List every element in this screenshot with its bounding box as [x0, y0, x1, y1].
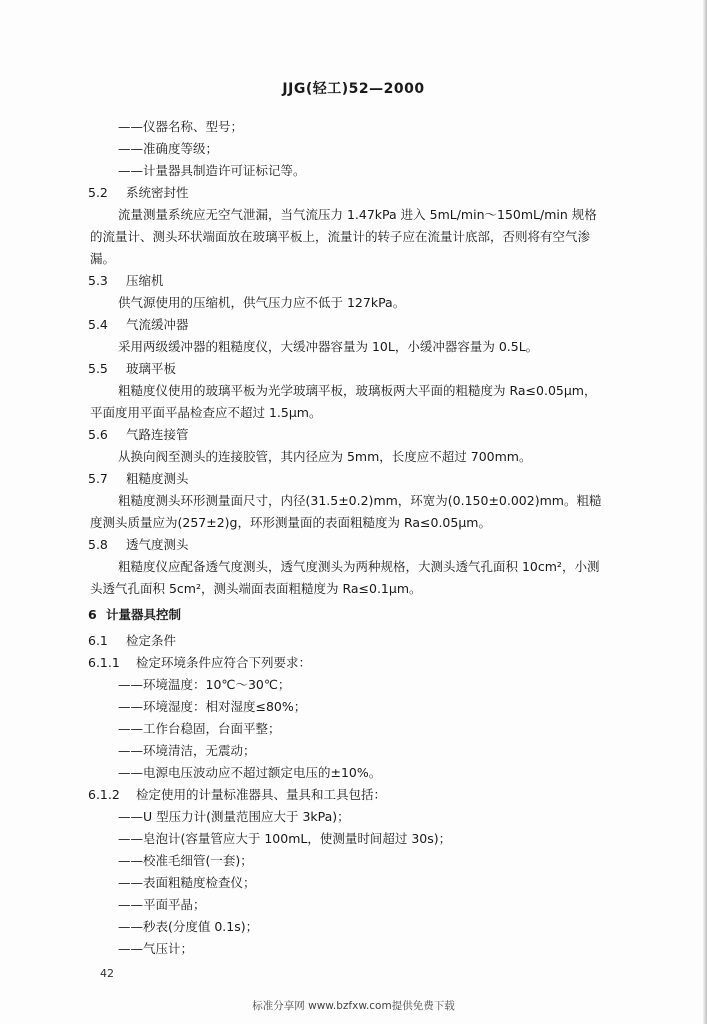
paragraph-line: 供气源使用的压缩机，供气压力应不低于 127kPa。 — [118, 295, 406, 310]
list-item: ——环境湿度：相对湿度≤80%； — [118, 699, 307, 714]
list-item: ——气压计； — [118, 941, 194, 956]
list-item: ——电源电压波动应不超过额定电压的±10%。 — [118, 765, 382, 780]
list-item: ——U 型压力计(测量范围应大于 3kPa)； — [118, 809, 350, 824]
paragraph-line: 粗糙度测头环形测量面尺寸，内径(31.5±0.2)mm，环宽为(0.150±0.002)mm。粗糙 — [118, 493, 602, 508]
paragraph-line: 粗糙度仪应配备透气度测头，透气度测头为两种规格，大测头透气孔面积 10cm²，小测 — [118, 559, 600, 574]
section-heading-5-4 — [88, 316, 189, 334]
section-title: 粗糙度测头 — [126, 471, 189, 486]
list-item: ——环境温度：10℃～30℃； — [118, 677, 291, 692]
paragraph-line: 的流量计、测头环状端面放在玻璃平板上，流量计的转子应在流量计底部，否则将有空气渗 — [90, 229, 591, 244]
section-number: 6.1 — [88, 633, 108, 648]
section-title: 气路连接管 — [126, 427, 189, 442]
paragraph-line: 平面度用平面平晶检查应不超过 1.5μm。 — [90, 405, 322, 420]
section-heading-6-1-2 — [88, 786, 386, 804]
list-item: ——工作台稳固，台面平整； — [118, 721, 281, 736]
section-title: 气流缓冲器 — [126, 317, 189, 332]
section-heading-5-7 — [88, 470, 189, 488]
paragraph-line: 头透气孔面积 5cm²，测头端面表面粗糙度为 Ra≤0.1μm。 — [90, 581, 422, 596]
paragraph-line: 流量测量系统应无空气泄漏，当气流压力 1.47kPa 进入 5mL/min～150mL/min 规格 — [118, 207, 597, 222]
paragraph-line: 漏。 — [90, 251, 116, 266]
section-heading-5-6 — [88, 426, 189, 444]
paragraph-line: 粗糙度仪使用的玻璃平板为光学玻璃平板，玻璃板两大平面的粗糙度为 Ra≤0.05μm， — [118, 383, 597, 398]
section-title: 玻璃平板 — [126, 361, 177, 376]
section-number: 5.6 — [88, 427, 108, 442]
list-item: ——准确度等级； — [118, 141, 219, 156]
watermark-footer: 标准分享网 www.bzfxw.com提供免费下载 — [252, 1000, 455, 1012]
list-item: ——表面粗糙度检查仪； — [118, 875, 256, 890]
section-title: 检定环境条件应符合下列要求： — [136, 655, 312, 670]
section-number: 6 — [88, 607, 97, 622]
section-heading-5-3 — [88, 272, 164, 290]
section-number: 5.4 — [88, 317, 108, 332]
chapter-heading-6 — [88, 606, 181, 624]
section-heading-6-1 — [88, 632, 176, 650]
section-number: 5.5 — [88, 361, 108, 376]
section-heading-5-8 — [88, 536, 189, 554]
section-number: 6.1.1 — [88, 655, 120, 670]
section-number: 5.3 — [88, 273, 108, 288]
section-title: 系统密封性 — [126, 185, 189, 200]
paragraph-line: 度测头质量应为(257±2)g，环形测量面的表面粗糙度为 Ra≤0.05μm。 — [90, 515, 491, 530]
page-number: 42 — [100, 967, 114, 980]
section-title: 检定使用的计量标准器具、量具和工具包括： — [136, 787, 387, 802]
list-item: ——平面平晶； — [118, 897, 206, 912]
section-heading-5-2 — [88, 184, 189, 202]
section-heading-6-1-1 — [88, 654, 311, 672]
list-item: ——秒表(分度值 0.1s)； — [118, 919, 259, 934]
section-title: 压缩机 — [126, 273, 164, 288]
paragraph-line: 采用两级缓冲器的粗糙度仪，大缓冲器容量为 10L，小缓冲器容量为 0.5L。 — [118, 339, 539, 354]
list-item: ——计量器具制造许可证标记等。 — [118, 163, 306, 178]
paragraph-line: 从换向阀至测头的连接胶管，其内径应为 5mm，长度应不超过 700mm。 — [118, 449, 532, 464]
list-item: ——皂泡计(容量管应大于 100mL，使测量时间超过 30s)； — [118, 831, 452, 846]
standard-code-header: JJG(轻工)52—2000 — [282, 81, 425, 97]
section-number: 5.8 — [88, 537, 108, 552]
section-number: 5.7 — [88, 471, 108, 486]
section-title: 计量器具控制 — [106, 607, 182, 622]
section-title: 检定条件 — [126, 633, 177, 648]
list-item: ——仪器名称、型号； — [118, 119, 244, 134]
list-item: ——环境清洁，无震动； — [118, 743, 256, 758]
section-heading-5-5 — [88, 360, 176, 378]
page-edge-shadow — [703, 0, 707, 1024]
section-number: 6.1.2 — [88, 787, 120, 802]
list-item: ——校准毛细管(一套)； — [118, 853, 253, 868]
section-number: 5.2 — [88, 185, 108, 200]
section-title: 透气度测头 — [126, 537, 189, 552]
